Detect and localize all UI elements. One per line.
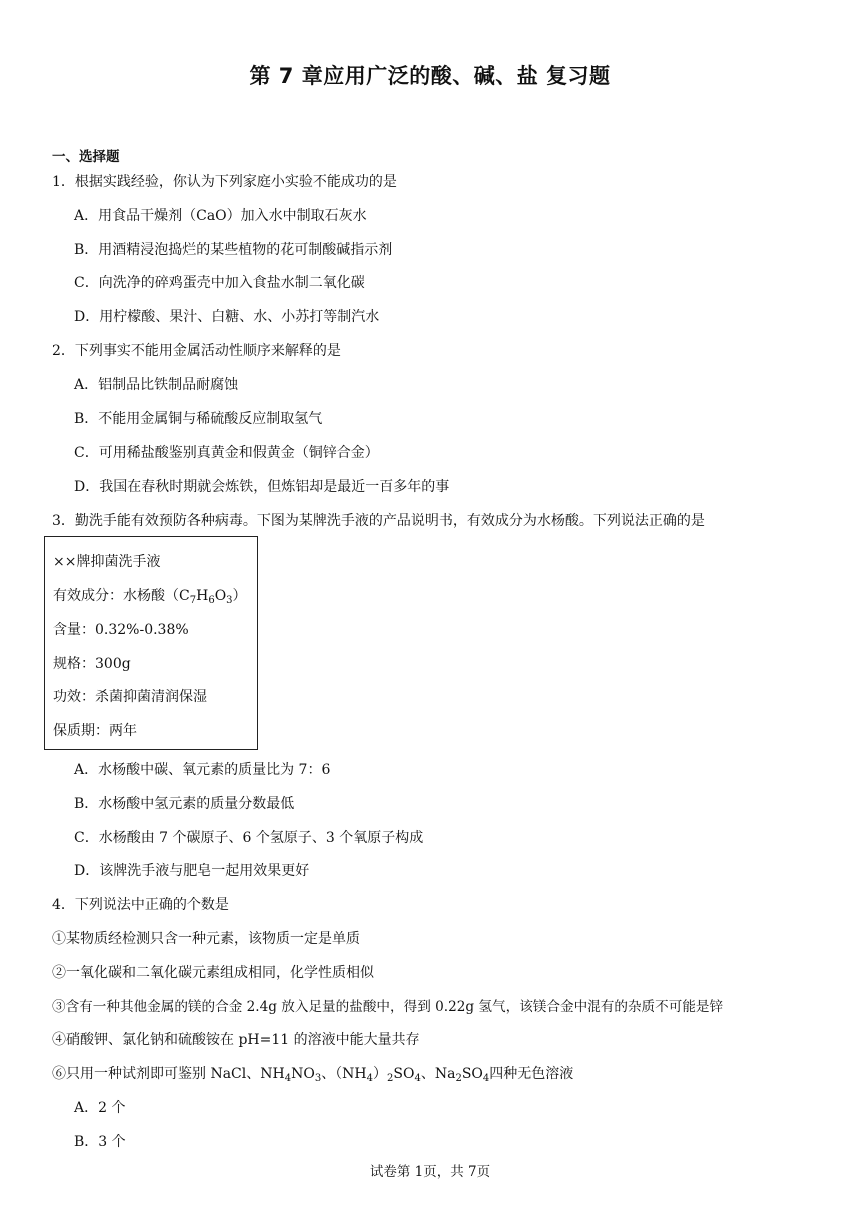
question-2-option-c: C．可用稀盐酸鉴别真黄金和假黄金（铜锌合金）: [74, 445, 379, 461]
section-heading: 一、选择题: [52, 149, 120, 165]
question-4-statement-3: ③含有一种其他金属的镁的合金 2.4g 放入足量的盐酸中，得到 0.22g 氢气，该镁合金中混有的杂质不可能是锌: [52, 999, 724, 1015]
question-1-option-c: C．向洗净的碎鸡蛋壳中加入食盐水制二氧化碳: [74, 275, 365, 291]
question-4-statement-6: ⑥只用一种试剂即可鉴别 NaCl、$NH_4NO_3$、$(NH_4)_2SO_4$、$Na_2SO_4$四种无色溶液: [52, 1066, 574, 1084]
product-spec: 规格：300g: [53, 656, 131, 672]
product-effect: 功效：杀菌抑菌清润保湿: [53, 689, 207, 705]
question-4-stem: 4．下列说法中正确的个数是: [52, 897, 229, 913]
product-shelf-life: 保质期：两年: [53, 723, 137, 739]
question-1-option-a: A．用食品干燥剂（CaO）加入水中制取石灰水: [74, 208, 367, 224]
question-3-option-c: C．水杨酸由 7 个碳原子、6 个氢原子、3 个氧原子构成: [74, 830, 424, 846]
question-2-option-a: A．铝制品比铁制品耐腐蚀: [74, 377, 239, 393]
question-2-option-b: B．不能用金属铜与稀硫酸反应制取氢气: [74, 411, 323, 427]
question-1-stem: 1．根据实践经验，你认为下列家庭小实验不能成功的是: [52, 174, 397, 190]
question-2-option-d: D．我国在春秋时期就会炼铁，但炼铝却是最近一百多年的事: [74, 479, 450, 495]
question-4-option-a: A．2 个: [74, 1100, 126, 1116]
question-1-option-d: D．用柠檬酸、果汁、白糖、水、小苏打等制汽水: [74, 309, 380, 325]
question-3-option-b: B．水杨酸中氢元素的质量分数最低: [74, 796, 295, 812]
question-3-stem: 3．勤洗手能有效预防各种病毒。下图为某牌洗手液的产品说明书，有效成分为水杨酸。下列说法正确的是: [52, 513, 705, 529]
product-content: 含量：0.32%-0.38%: [53, 622, 189, 638]
question-3-option-d: D．该牌洗手液与肥皂一起用效果更好: [74, 863, 310, 879]
product-ingredient: 有效成分：水杨酸$(C_7H_6O_3)$: [53, 588, 247, 606]
page-title: 第 7 章应用广泛的酸、碱、盐 复习题: [249, 64, 611, 88]
page-footer: 试卷第 1页，共 7页: [369, 1164, 491, 1180]
question-4-statement-1: ①某物质经检测只含一种元素，该物质一定是单质: [52, 931, 360, 947]
product-name: ××牌抑菌洗手液: [53, 554, 161, 570]
question-1-option-b: B．用酒精浸泡捣烂的某些植物的花可制酸碱指示剂: [74, 242, 393, 258]
question-4-option-b: B．3 个: [74, 1134, 126, 1150]
question-4-statement-4: ④硝酸钾、氯化钠和硫酸铵在 pH=11 的溶液中能大量共存: [52, 1032, 420, 1048]
question-4-statement-2: ②一氧化碳和二氧化碳元素组成相同，化学性质相似: [52, 965, 374, 981]
product-label-box: [44, 536, 258, 750]
question-3-option-a: A．水杨酸中碳、氧元素的质量比为 7：6: [74, 762, 331, 778]
question-2-stem: 2．下列事实不能用金属活动性顺序来解释的是: [52, 343, 341, 359]
